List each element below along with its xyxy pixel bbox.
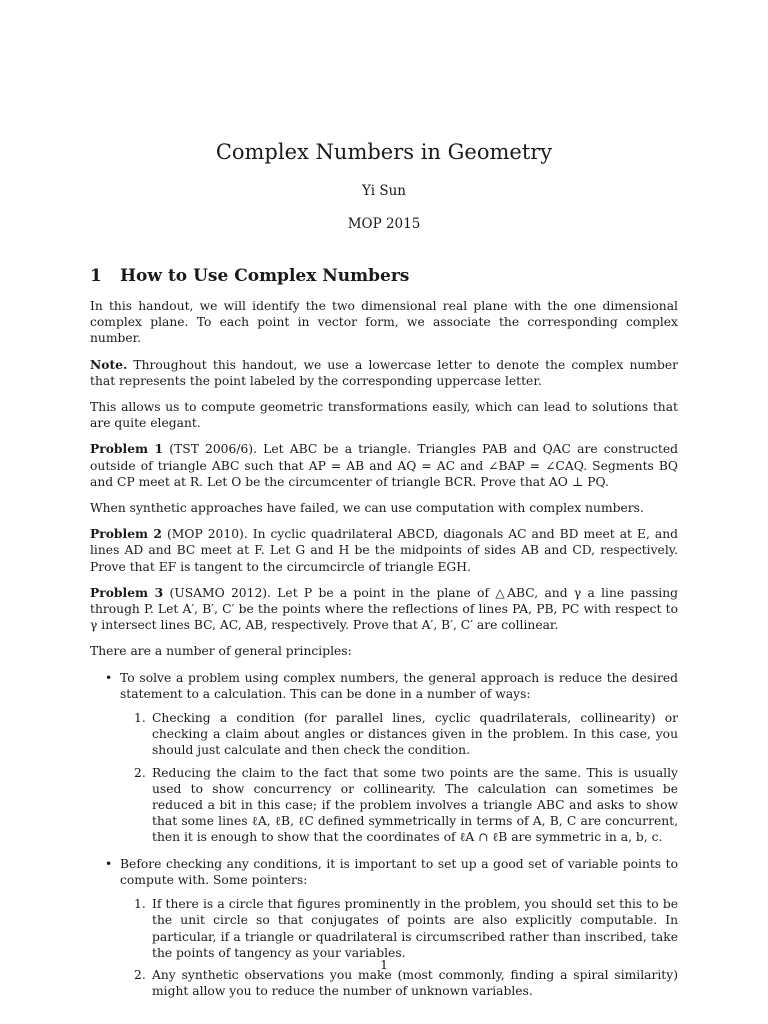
bullet-icon: • [105, 670, 113, 685]
note-text: Throughout this handout, we use a lowercase letter to denote the complex number that represents the point labeled by the corresponding uppercase letter. [90, 357, 678, 388]
item-number: 2. [134, 765, 146, 780]
synthetic-paragraph: When synthetic approaches have failed, we can use computation with complex numbers. [90, 501, 644, 516]
problem-3 [90, 585, 678, 634]
list-item [134, 710, 678, 759]
item-text: Checking a condition (for parallel lines, cyclic quadrilaterals, collinearity) or checking a claim about angles or distances given in the problem. In this case, you should just calculate and then check the condition. [152, 711, 678, 758]
item-number: 2. [134, 967, 146, 982]
author-name: Yi Sun [362, 183, 406, 199]
problem-3-label: Problem 3 [90, 584, 164, 600]
venue-date: MOP 2015 [347, 216, 421, 232]
item-number: 1. [134, 897, 146, 912]
problem-2-source: (MOP 2010). [166, 527, 248, 542]
item-text: Any synthetic observations you make (most commonly, finding a spiral similarity) might allow you to reduce the number of unknown variables. [152, 967, 678, 999]
allows-paragraph: This allows us to compute geometric transformations easily, which can lead to solutions that are quite elegant. [90, 400, 678, 431]
problem-3-text: Let P be a point in the plane of △ABC, and γ a line passing through P. Let A′, B′, C′ be the points where the reflections of lines PA, PB, PC with respect to γ intersect lines BC, AC, AB, respectively. Prove that A′, B′, C′ are collinear. [90, 585, 678, 633]
document-body [90, 298, 678, 1009]
bullet-item [90, 670, 678, 846]
bullet-2-text: Before checking any conditions, it is important to set up a good set of variable points to compute with. Some pointers: [120, 856, 678, 887]
problem-3-source: (USAMO 2012). [169, 585, 271, 600]
section-title: How to Use Complex Numbers [120, 266, 410, 286]
principles-list [90, 670, 678, 1000]
list-item [134, 765, 678, 846]
note-paragraph [90, 357, 678, 389]
item-number: 1. [134, 711, 146, 726]
document-title: Complex Numbers in Geometry [215, 140, 553, 164]
bullet-1-sublist [120, 710, 678, 846]
bullet-1-text: To solve a problem using complex numbers, the general approach is reduce the desired statement to a calculation. This can be done in a number of ways: [120, 670, 678, 701]
bullet-icon: • [105, 856, 113, 871]
problem-1-source: (TST 2006/6). [169, 442, 258, 457]
problem-1 [90, 441, 678, 490]
list-item [134, 896, 678, 961]
intro-paragraph: In this handout, we will identify the two dimensional real plane with the one dimensional complex plane. To each point in vector form, we associate the corresponding complex number. [90, 299, 678, 346]
item-text: If there is a circle that figures prominently in the problem, you should set this to be the unit circle so that conjugates of points are also explicitly computable. In particular, if a triangle or quadrilateral is circumscribed rather than inscribed, take the points of tangency as your variables. [152, 897, 678, 960]
problem-1-text: Let ABC be a triangle. Triangles PAB and QAC are constructed outside of triangle ABC such that AP = AB and AQ = AC and ∠BAP = ∠CAQ. Segments BQ and CP meet at R. Let O be the circumcenter of triangle BCR. Prove that AO ⊥ PQ. [90, 442, 678, 489]
page-number: 1 [380, 958, 388, 972]
item-text: Reducing the claim to the fact that some two points are the same. This is usually used to show concurrency or collinearity. The calculation can sometimes be reduced a bit in this case; if the problem involves a triangle ABC and asks to show that some lines ℓA, ℓB, ℓC defined symmetrically in terms of A, B, C are concurrent, then it is enough to show that the coordinates of ℓA ∩ ℓB are symmetric in a, b, c. [152, 765, 678, 845]
problem-1-label: Problem 1 [90, 441, 164, 457]
bullet-2-sublist [120, 896, 678, 999]
problem-2-label: Problem 2 [90, 526, 162, 542]
note-label: Note. [90, 356, 128, 372]
bullet-item [90, 856, 678, 1000]
principles-paragraph: There are a number of general principles: [90, 644, 352, 659]
problem-2 [90, 526, 678, 575]
section-number: 1 [90, 266, 102, 286]
problem-2-text: In cyclic quadrilateral ABCD, diagonals AC and BD meet at E, and lines AD and BC meet at F. Let G and H be the midpoints of sides AB and CD, respectively. Prove that EF is tangent to the circumcircle of triangle EGH. [90, 527, 678, 574]
section-heading [90, 266, 409, 286]
